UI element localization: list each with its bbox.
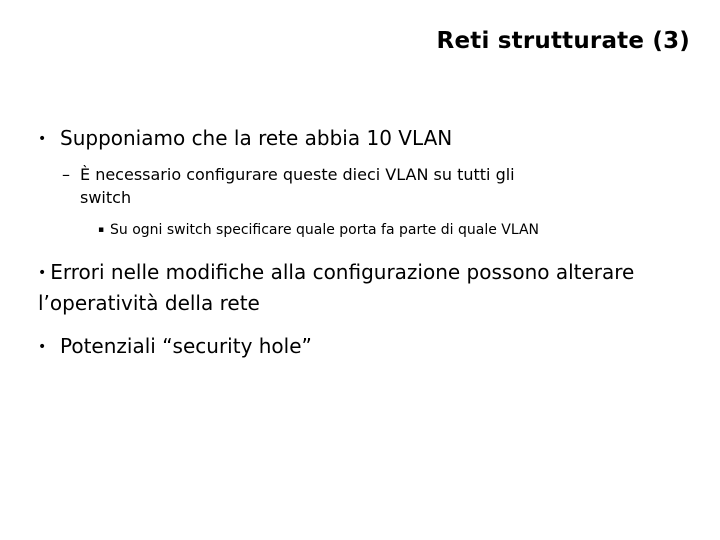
bullet-text: Supponiamo che la rete abbia 10 VLAN — [60, 126, 453, 150]
sub-bullet-text-line1: È necessario configurare queste dieci VLAN su tutti gli — [80, 165, 515, 184]
sub-sub-bullet-item-1 — [98, 222, 539, 238]
bullet-item-2 — [38, 257, 698, 318]
sub-bullet-text-line2: switch — [80, 188, 132, 207]
bullet-marker: • — [38, 265, 47, 281]
bullet-item-3 — [38, 334, 312, 358]
bullet-text: Errori nelle modifiche alla configurazione possono alterare l’operatività della rete — [38, 260, 635, 315]
bullet-marker: • — [38, 131, 47, 147]
bullet-marker: • — [38, 339, 47, 355]
bullet-item-1 — [38, 126, 452, 150]
sub-bullet-item-1 — [62, 163, 682, 209]
sub-sub-bullet-text: Su ogni switch specificare quale porta fa parte di quale VLAN — [110, 222, 540, 238]
bullet-text: Potenziali “security hole” — [60, 334, 312, 358]
dash-marker: – — [62, 165, 70, 184]
square-marker: ▪ — [98, 225, 105, 235]
slide-title: Reti strutturate (3) — [436, 28, 690, 54]
